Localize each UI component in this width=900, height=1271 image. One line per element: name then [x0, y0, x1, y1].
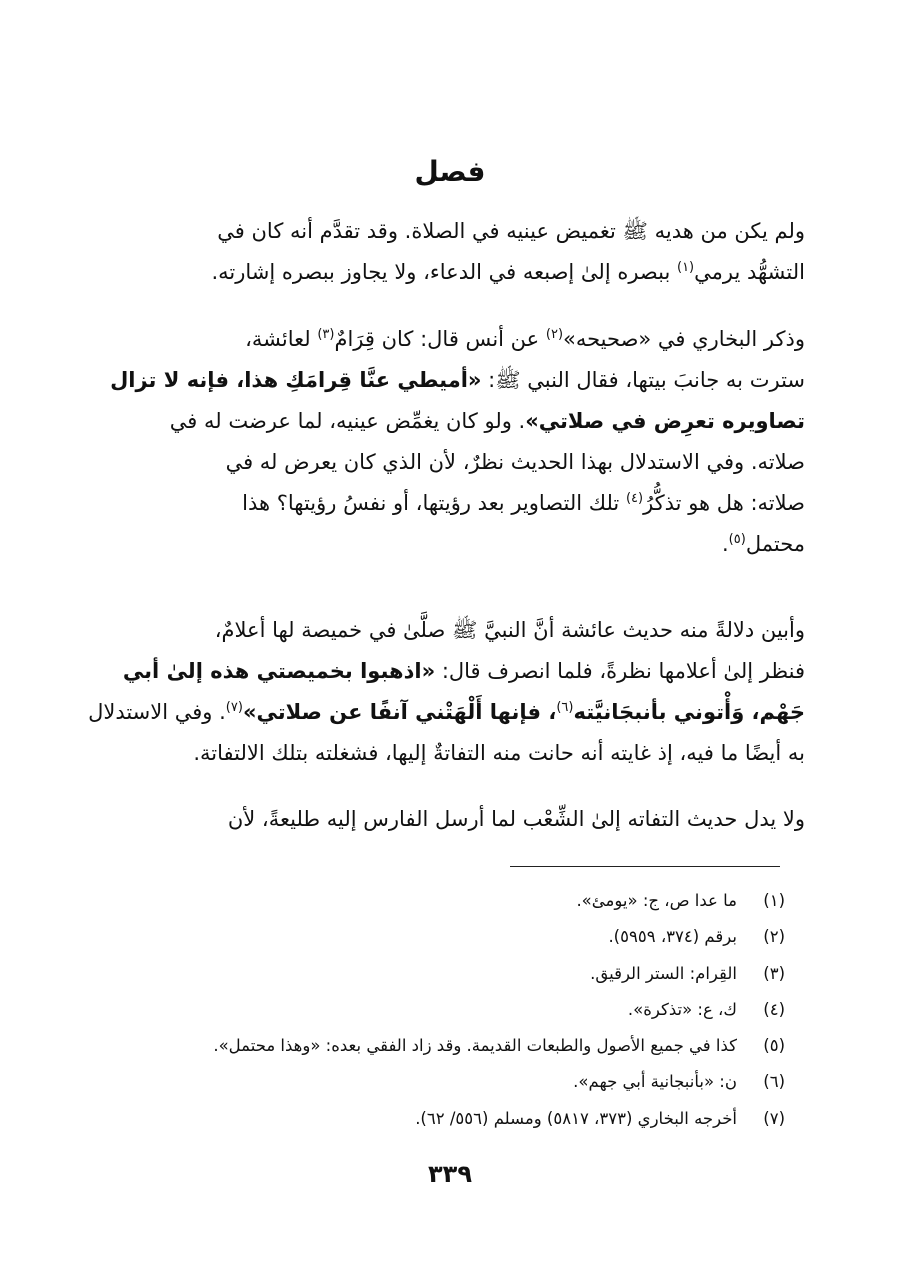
footnote-number: (٦): [763, 1072, 785, 1092]
footnote-number: (٥): [763, 1036, 785, 1056]
paragraph-3: [88, 610, 805, 774]
paragraph-line: ولا يدل حديث التفاته إلىٰ الشِّعْب لما أرسل الفارس إليه طليعةً، لأن: [227, 807, 805, 831]
footnote-text: القِرام: الستر الرقيق.: [590, 963, 737, 983]
paragraph-line: سترت به جانبَ بيتها، فقال النبي ﷺ: «أميطي عنَّا قِرامَكِ هذا، فإنه لا تزال: [110, 368, 805, 392]
footnote-item: [105, 1028, 785, 1064]
hadith-quote: جَهْم، وَأْتوني بأنبجَانيَّته: [573, 700, 805, 724]
paragraph-1: [105, 211, 805, 293]
footnote-ref-3: (٣): [317, 327, 335, 342]
footnote-text: برقم (٣٧٤، ٥٩٥٩).: [608, 927, 737, 947]
paragraph-line: فنظر إلىٰ أعلامها نظرةً، فلما انصرف قال: «اذهبوا بخميصتي هذه إلىٰ أبي: [122, 659, 805, 683]
footnote-text: أخرجه البخاري (٣٧٣، ٥٨١٧) ومسلم (٥٥٦/ ٦٢).: [415, 1108, 737, 1128]
paragraph-line: صلاته: هل هو تذكُّرُ$^{(٤)}$ تلك التصاوير بعد رؤيتها، أو نفسُ رؤيتها؟ هذا: [242, 491, 805, 515]
footnote-item: [105, 992, 785, 1028]
footnote-item: [105, 919, 785, 955]
paragraph-line: وأبين دلالةً منه حديث عائشة أنَّ النبيَّ ﷺ صلَّىٰ في خميصة لها أعلامٌ،: [214, 618, 805, 642]
hadith-quote: «اذهبوا بخميصتي هذه إلىٰ أبي: [122, 659, 436, 683]
paragraph-line: ولم يكن من هديه ﷺ تغميض عينيه في الصلاة. وقد تقدَّم أنه كان في: [217, 219, 805, 243]
paragraph-line: وذكر البخاري في «صحيحه»$^{(٢)}$ عن أنس قال: كان قِرَامٌ$^{(٣)}$ لعائشة،: [245, 327, 805, 351]
footnote-number: (٧): [763, 1108, 785, 1128]
footnote-ref-7: (٧): [225, 700, 243, 715]
paragraph-line: التشهُّد يرمي$^{(١)}$ ببصره إلىٰ إصبعه في الدعاء، ولا يجاوز ببصره إشارته.: [211, 260, 805, 284]
paragraph-4: [105, 799, 805, 840]
hadith-quote: تصاويره تعرِض في صلاتي»: [525, 409, 805, 433]
paragraph-line: محتمل$^{(٥)}$.: [721, 532, 805, 556]
footnote-item: [105, 883, 785, 919]
paragraph-line: صلاته. وفي الاستدلال بهذا الحديث نظرٌ، لأن الذي كان يعرض له في: [225, 450, 805, 474]
paragraph-line: جَهْم، وَأْتوني بأنبجَانيَّته$^{(٦)}$، فإنها أَلْهَتْني آنفًا عن صلاتي»$^{(٧)}$. وفي الاستدلال: [88, 700, 805, 724]
footnote-ref-4: (٤): [625, 491, 644, 506]
paragraph-line: به أيضًا ما فيه، إذ غايته أنه حانت منه التفاتةٌ إليها، فشغلته بتلك الالتفاتة.: [193, 741, 805, 765]
footnote-number: (٢): [763, 927, 785, 947]
paragraph-line: تصاويره تعرِض في صلاتي». ولو كان يغمِّض عينيه، لما عرضت له في: [169, 409, 805, 433]
footnote-item: [105, 1101, 785, 1137]
footnotes-list: [105, 883, 785, 1137]
footnote-number: (١): [763, 891, 785, 910]
footnote-item: [105, 956, 785, 992]
footnote-ref-2: (٢): [545, 327, 564, 342]
paragraph-2: [105, 319, 805, 565]
footnote-text: كذا في جميع الأصول والطبعات القديمة. وقد زاد الفقي بعده: «وهذا محتمل».: [213, 1036, 737, 1056]
footnote-number: (٣): [763, 963, 785, 983]
footnote-ref-6: (٦): [556, 700, 574, 715]
footnote-ref-1: (١): [676, 260, 695, 275]
footnote-number: (٤): [763, 999, 785, 1019]
footnote-text: ك، ع: «تذكرة».: [627, 999, 737, 1019]
footnote-text: ما عدا ص، ج: «يومئ».: [576, 891, 737, 910]
section-heading: فصل: [414, 155, 486, 188]
footnote-item: [105, 1064, 785, 1100]
footnote-ref-5: (٥): [728, 532, 746, 547]
footnote-text: ن: «بأنبجانية أبي جهم».: [573, 1072, 737, 1092]
page-number: ٣٣٩: [428, 1160, 472, 1188]
footnote-separator: [510, 866, 780, 867]
hadith-quote: «أميطي عنَّا قِرامَكِ هذا، فإنه لا تزال: [110, 368, 482, 392]
hadith-quote: ، فإنها أَلْهَتْني آنفًا عن صلاتي»: [242, 700, 557, 724]
